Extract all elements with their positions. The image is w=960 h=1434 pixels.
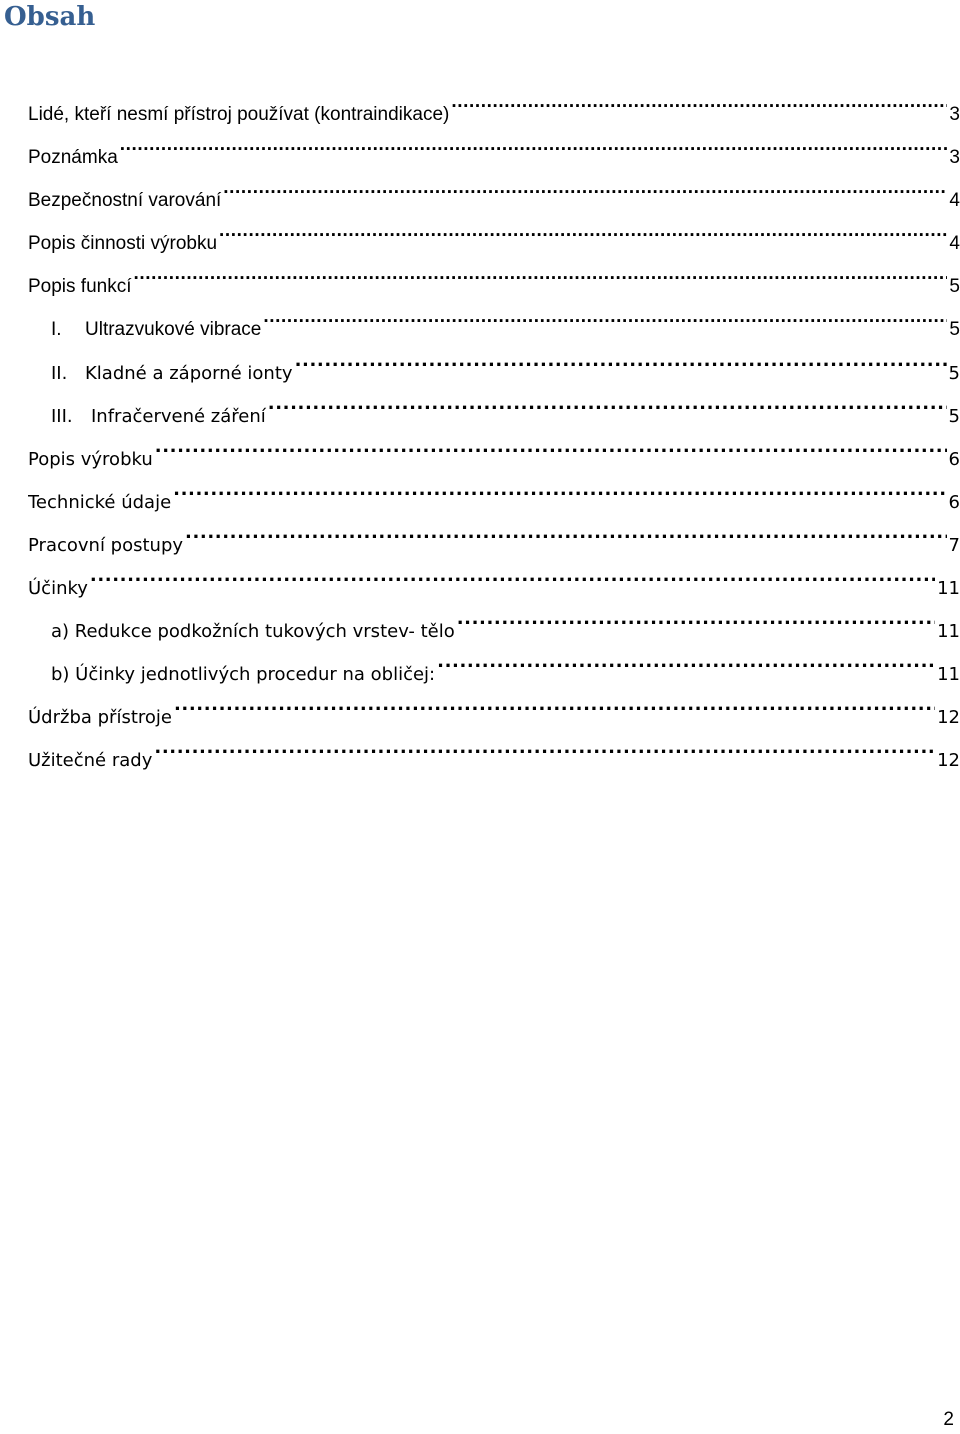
toc-entry-uzitecne-rady[interactable]	[28, 734, 960, 777]
toc-entry-udrzba[interactable]	[28, 691, 960, 734]
toc-dot-leader	[90, 566, 935, 594]
toc-entry-ultrazvukove-vibrace[interactable]	[28, 303, 960, 346]
page-number: 2	[943, 1409, 954, 1430]
toc-dot-leader	[219, 221, 947, 249]
toc-page-number: 4	[949, 190, 960, 212]
toc-dot-leader	[295, 351, 947, 379]
toc-entry-title: Kladné a záporné ionty	[85, 362, 293, 384]
toc-page-number: 5	[949, 276, 960, 298]
toc-dot-leader	[263, 307, 947, 335]
toc-entry-title: a) Redukce podkožních tukových vrstev- tělo	[51, 621, 455, 643]
toc-entry-redukce[interactable]	[28, 605, 960, 648]
toc-page-number: 5	[949, 319, 960, 341]
page-title: Obsah	[4, 2, 96, 32]
toc-entry-title: Technické údaje	[28, 491, 172, 513]
toc-page-number: 3	[949, 147, 960, 169]
toc-entry-title: Popis činnosti výrobku	[28, 233, 218, 255]
toc-dot-leader	[155, 437, 947, 465]
toc-entry-numeral: III.	[51, 405, 73, 427]
toc-dot-leader	[120, 135, 948, 163]
toc-entry-title: Ultrazvukové vibrace	[85, 319, 262, 341]
toc-entry-title: b) Účinky jednotlivých procedur na obličej:	[51, 664, 436, 686]
toc-dot-leader	[185, 523, 947, 551]
toc-page-number: 7	[948, 534, 960, 556]
toc-entry-technicke-udaje[interactable]	[28, 476, 960, 519]
toc-entry-ucinky[interactable]	[28, 562, 960, 605]
toc-entry-title: Bezpečnostní varování	[28, 190, 222, 212]
toc-entry-popis-cinnosti[interactable]	[28, 217, 960, 260]
toc-page-number: 6	[948, 491, 960, 513]
toc-entry-title: Pracovní postupy	[28, 534, 184, 556]
toc-entry-kontraindikace[interactable]	[28, 88, 960, 131]
toc-dot-leader	[134, 264, 948, 292]
toc-dot-leader	[451, 92, 947, 120]
toc-entry-popis-funkci[interactable]	[28, 260, 960, 303]
toc-entry-title: Popis funkcí	[28, 276, 132, 298]
toc-entry-pracovni-postupy[interactable]	[28, 519, 960, 562]
toc-entry-ionty[interactable]	[28, 347, 960, 390]
toc-entry-numeral: I.	[51, 319, 62, 341]
toc-entry-numeral: II.	[51, 362, 68, 384]
toc-page-number: 6	[948, 448, 960, 470]
toc-entry-title: Poznámka	[28, 147, 118, 169]
toc-entry-poznamka[interactable]	[28, 131, 960, 174]
toc-page-number: 4	[949, 233, 960, 255]
toc-dot-leader	[154, 738, 935, 766]
toc-page-number: 11	[937, 621, 960, 643]
toc-page-number: 3	[949, 104, 960, 125]
toc-entry-popis-vyrobku[interactable]	[28, 433, 960, 476]
toc-dot-leader	[437, 652, 935, 680]
toc-entry-infracervene-zareni[interactable]	[28, 390, 960, 433]
toc-page-number: 5	[948, 405, 960, 427]
toc-dot-leader	[457, 609, 935, 637]
table-of-contents	[28, 88, 960, 778]
toc-page-number: 5	[948, 362, 960, 384]
toc-dot-leader	[268, 394, 947, 422]
toc-entry-title: Infračervené záření	[91, 405, 266, 427]
toc-entry-ucinky-oblicej[interactable]	[28, 648, 960, 691]
toc-entry-title: Lidé, kteří nesmí přístroj používat (kontraindikace)	[28, 104, 450, 125]
toc-page-number: 11	[937, 578, 960, 600]
toc-entry-title: Údržba přístroje	[28, 707, 172, 729]
toc-dot-leader	[174, 695, 935, 723]
toc-dot-leader	[223, 178, 947, 206]
toc-page-number: 12	[937, 707, 960, 729]
toc-entry-title: Užitečné rady	[28, 750, 153, 772]
toc-entry-title: Účinky	[28, 578, 88, 600]
toc-entry-bezpecnostni-varovani[interactable]	[28, 174, 960, 217]
toc-page-number: 11	[937, 664, 960, 686]
toc-page-number: 12	[937, 750, 960, 772]
toc-entry-title: Popis výrobku	[28, 448, 153, 470]
toc-dot-leader	[173, 480, 946, 508]
